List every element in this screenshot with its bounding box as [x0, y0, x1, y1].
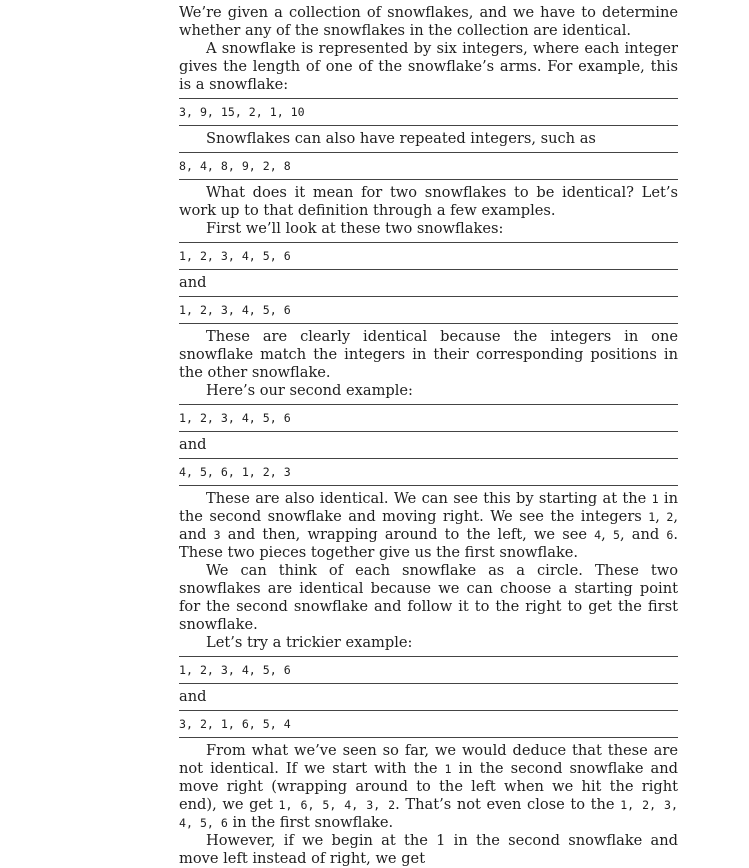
inline-code: 4 [594, 528, 602, 542]
paragraph-clearly-identical: These are clearly identical because the integers in one snowflake match the integers in their corresponding positions in the other snowflake. [179, 328, 678, 381]
inline-code: 1, 6, 5, 4, 3, 2 [278, 798, 396, 812]
and-label: and [179, 688, 207, 705]
code-block-example2-a: 1, 2, 3, 4, 5, 6 [179, 404, 678, 432]
inline-code: 6 [666, 528, 674, 542]
inline-code: 1 [648, 510, 656, 524]
paragraph-move-left: However, if we begin at the 1 in the second snowflake and move left instead of right, we get [179, 832, 678, 867]
inline-code: 1 [651, 492, 659, 506]
inline-code: 3 [213, 528, 221, 542]
paragraph-representation: A snowflake is represented by six integers, where each integer gives the length of one of the snowflake’s arms. For example, this is a snowflake: [179, 40, 678, 93]
inline-code: 1, 2, 3, 4, 5, 6 [179, 798, 678, 830]
document-page [179, 4, 678, 868]
and-label: and [179, 274, 207, 291]
code-block-repeated-snowflake: 8, 4, 8, 9, 2, 8 [179, 152, 678, 180]
code-block-example1-a: 1, 2, 3, 4, 5, 6 [179, 242, 678, 270]
code-block-example3-a: 1, 2, 3, 4, 5, 6 [179, 656, 678, 684]
inline-code: 2 [666, 510, 674, 524]
paragraph-first-example: First we’ll look at these two snowflakes: [206, 220, 504, 237]
paragraph-circle: We can think of each snowflake as a circle. These two snowflakes are identical because we can choose a starting point for the second snowflake and follow it to the right to get the first snowflake. [179, 562, 678, 633]
and-label: and [179, 436, 207, 453]
code-block-example-snowflake: 3, 9, 15, 2, 1, 10 [179, 98, 678, 126]
inline-code: 5 [612, 528, 620, 542]
code-block-example1-b: 1, 2, 3, 4, 5, 6 [179, 296, 678, 324]
paragraph-also-identical: These are also identical. We can see this by starting at the 1 in the second snowflake and moving right. We see the integers 1, 2, and 3 and then, wrapping around to the left, we see 4, 5, and 6. These two pieces together give us the first snowflake. [179, 490, 678, 561]
code-block-example3-b: 3, 2, 1, 6, 5, 4 [179, 710, 678, 738]
paragraph-repeated: Snowflakes can also have repeated integers, such as [206, 130, 596, 147]
paragraph-not-identical: From what we’ve seen so far, we would deduce that these are not identical. If we start with the 1 in the second snowflake and move right (wrapping around to the left when we hit the right end), we get 1, 6, 5, 4, 3, 2. That’s not even close to the 1, 2, 3, 4, 5, 6 in the first snowflake. [179, 742, 679, 831]
paragraph-identical-question: What does it mean for two snowflakes to be identical? Let’s work up to that definition through a few examples. [179, 184, 678, 219]
inline-code: 1 [444, 762, 452, 776]
paragraph-trickier: Let’s try a trickier example: [206, 634, 413, 651]
paragraph-second-example: Here’s our second example: [206, 382, 413, 399]
paragraph-intro: We’re given a collection of snowflakes, and we have to determine whether any of the snowflakes in the collection are identical. [179, 4, 678, 39]
code-block-example2-b: 4, 5, 6, 1, 2, 3 [179, 458, 678, 486]
